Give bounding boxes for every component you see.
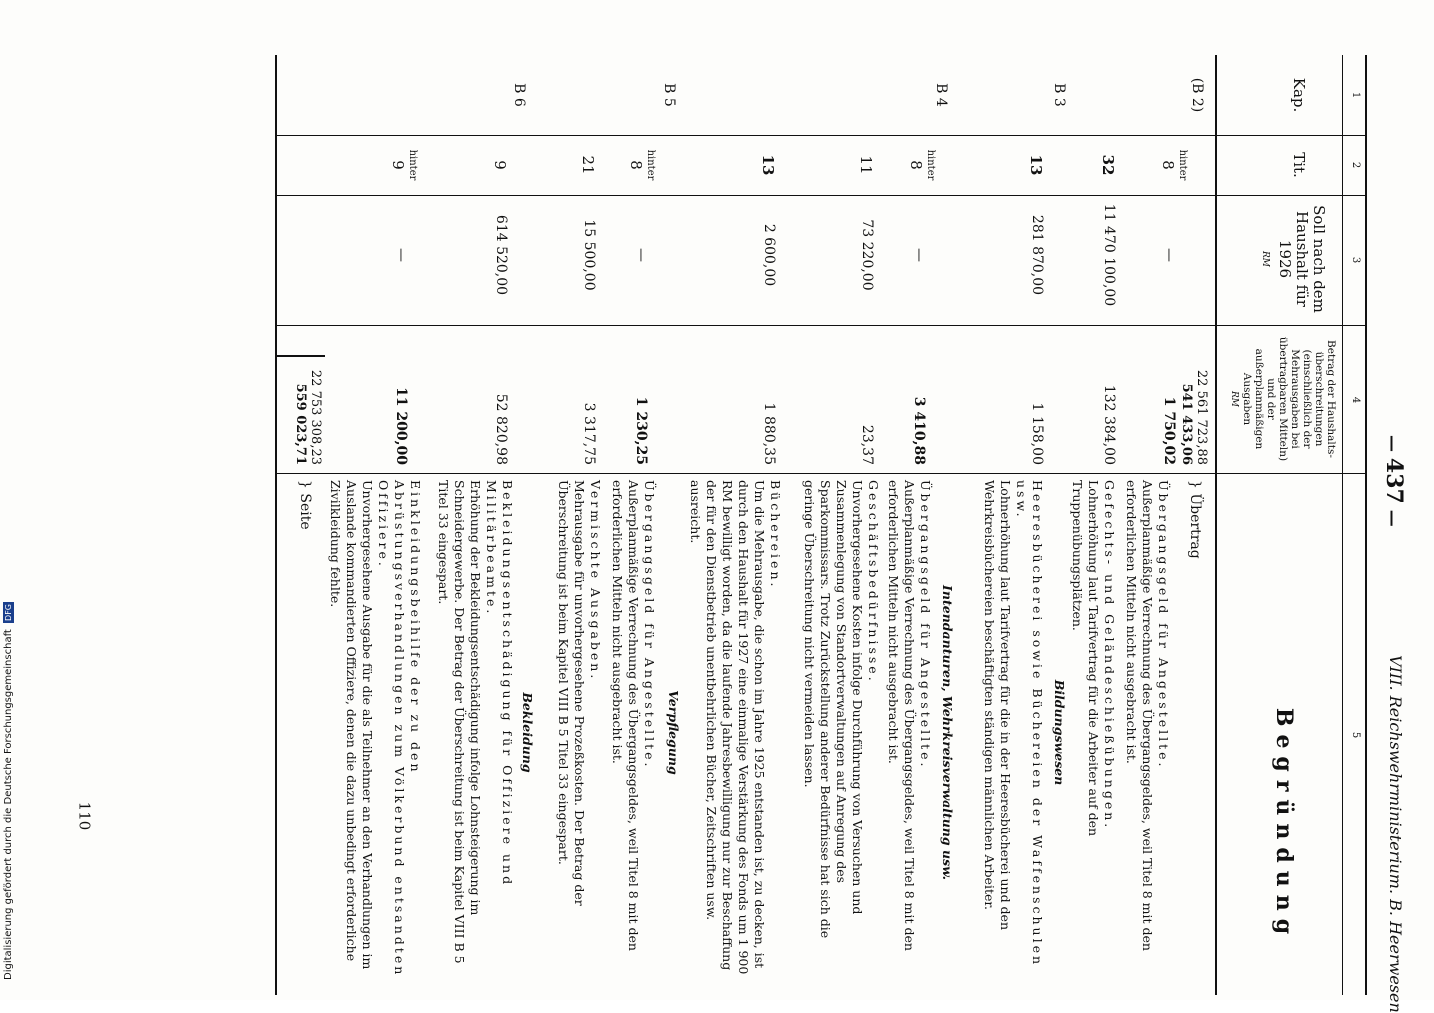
- row-soll: —: [633, 248, 649, 262]
- row-kap: (B 2): [1189, 77, 1205, 113]
- row-tit: hinter 8: [627, 149, 656, 181]
- carry-in-label: } Übertrag: [1187, 480, 1203, 559]
- row-text: Einkleidungsbeihilfe der zu den Abrüstungsverhandlungen zum Völkerbund entsandten Offiziere. Unvorhergesehene Ausgabe für die als Teilnehmer an den Verhandlungen im Auslande kommandierten Offiziere, denen die dazu unbedingt erforderliche Zivilkleidung fehlte.: [328, 480, 423, 978]
- row-tit: 13: [1027, 154, 1045, 176]
- col-number-4: 4: [1350, 396, 1361, 404]
- page-number-value: 437: [1381, 457, 1407, 504]
- row-text: Heeresbücherei sowie Büchereien der Waffenschulen usw. Lohnerhöhung laut Tarifvertrag für die in der Heeresbücherei und den Wehrkreisbüchereien beschäftigten ständigen männlichen Arbeiter.: [982, 480, 1045, 968]
- row-text: Bekleidungsentschädigung für Offiziere und Militärbeamte. Erhöhung der Bekleidungsentschädigung infolge Lohnsteigerung im Schneidergewerbe. Der Betrag der Überschreitung ist beim Kapitel VIII B 5 Titel 33 eingespart.: [436, 480, 515, 964]
- col-number-1: 1: [1350, 91, 1361, 99]
- rule-colnums: [1342, 55, 1343, 995]
- row-tit: hinter 8: [907, 149, 936, 181]
- col-number-5: 5: [1350, 731, 1361, 739]
- col-number-2: 2: [1350, 161, 1361, 169]
- sheet-number: 110: [75, 801, 94, 831]
- row-kap: B 3: [1051, 83, 1067, 107]
- carry-out-amounts: 22 753 308,23 559 023,71: [293, 369, 323, 465]
- rule-bottom: [275, 55, 277, 995]
- row-soll: —: [393, 248, 409, 262]
- row-betrag: 52 820,98: [493, 393, 509, 465]
- row-text: Geschäftsbedürfnisse. Unvorhergesehene Kosten infolge Durchführung von Versuchen und Zusammenlegung von Standortverwaltungen auf Anregung des Sparkommissars. Trotz Zurückstellung anderer Bedürfnisse hat sich die geringe Überschreitung nicht vermeiden lassen.: [802, 480, 881, 939]
- digitization-note: Digitalisierung gefördert durch die Deutsche Forschungsgemeinschaft DFG: [3, 604, 14, 980]
- row-betrag: 132 384,00: [1101, 384, 1117, 465]
- header-soll: Soll nach dem Haushalt für 1926 RM: [1260, 205, 1328, 313]
- row-soll: 2 600,00: [761, 223, 777, 287]
- page-number: — 437 —: [1381, 435, 1407, 527]
- section-heading: Verpflegung: [666, 690, 681, 775]
- row-soll: 11 470 100,00: [1101, 203, 1117, 307]
- row-soll: 15 500,00: [581, 219, 597, 291]
- header-begruendung: Begründung: [1271, 707, 1297, 943]
- carry-in-amounts: 22 561 723,88 541 433,06: [1179, 369, 1209, 465]
- row-betrag: 11 200,00: [393, 387, 409, 465]
- header-kap: Kap.: [1290, 77, 1308, 113]
- row-betrag: 3 410,88: [911, 396, 927, 465]
- row-kap: B 4: [933, 83, 949, 107]
- row-text: Vermischte Ausgaben. Mehrausgabe für unvorhergesehene Prozeßkosten. Der Betrag der Überschreitung ist beim Kapitel VIII B 5 Titel 33 eingespart.: [556, 480, 603, 906]
- row-soll: 281 870,00: [1029, 214, 1045, 296]
- section-heading: Bildungswesen: [1052, 679, 1067, 786]
- section-title: VIII. Reichswehrministerium. B. Heerwesen: [1386, 655, 1405, 1013]
- row-tit: 32: [1099, 154, 1117, 176]
- row-soll: 614 520,00: [493, 214, 509, 296]
- section-heading: Intendanturen, Wehrkreisverwaltung usw.: [940, 585, 955, 880]
- dfg-logo: DFG: [4, 604, 13, 621]
- carry-out-label: } Seite: [297, 480, 313, 530]
- row-tit: 9: [491, 160, 509, 170]
- col-divider-1: [277, 135, 1367, 136]
- row-betrag: 23,37: [859, 424, 875, 465]
- row-text: Gefechts- und Geländeschießübungen. Lohnerhöhung laut Tarifvertrag für die Arbeiter auf den Truppenübungsplätzen.: [1070, 480, 1117, 837]
- page-header: [1377, 55, 1407, 1013]
- row-soll: —: [1161, 248, 1177, 262]
- col-divider-4: [277, 473, 1367, 474]
- budget-table: [122, 55, 1367, 995]
- row-kap: B 5: [661, 83, 677, 107]
- row-betrag: 1 880,35: [761, 402, 777, 465]
- row-tit: 21: [579, 155, 597, 175]
- rule-top: [1365, 55, 1367, 995]
- row-tit: hinter 8: [1159, 149, 1188, 181]
- row-betrag: 1 230,25: [633, 396, 649, 465]
- header-betrag: Betrag der Haushalts-überschreitungen (einschließlich der Mehrausgaben bei übertragbaren Mitteln) und der außerplanmäßigen Ausgaben RM: [1229, 336, 1337, 462]
- row-text: Übergangsgeld für Angestellte. Außerplanmäßige Verrechnung des Übergangsgeldes, weil Titel 8 mit den erforderlichen Mitteln nicht ausgebracht ist.: [610, 480, 657, 951]
- row-soll: —: [911, 248, 927, 262]
- row-text: Übergangsgeld für Angestellte. Außerplanmäßige Verrechnung des Übergangsgeldes, weil Titel 8 mit den erforderlichen Mitteln nicht ausgebracht ist.: [886, 480, 933, 951]
- row-soll: 73 220,00: [859, 219, 875, 291]
- rotated-sheet: [85, 55, 1415, 1013]
- rule-header-bottom: [1215, 55, 1217, 995]
- row-tit: 13: [759, 154, 777, 176]
- col-number-3: 3: [1350, 256, 1361, 264]
- row-text: Übergangsgeld für Angestellte. Außerplanmäßige Verrechnung des Übergangsgeldes, weil Titel 8 mit den erforderlichen Mitteln nicht ausgebracht ist.: [1124, 480, 1171, 951]
- section-heading: Bekleidung: [520, 692, 535, 773]
- col-divider-2: [277, 195, 1367, 196]
- row-tit: 11: [857, 155, 875, 175]
- row-betrag: 1 158,00: [1029, 402, 1045, 465]
- row-tit: hinter 9: [389, 149, 418, 181]
- row-betrag: 3 317,75: [581, 402, 597, 465]
- header-tit: Tit.: [1290, 152, 1308, 178]
- row-kap: B 6: [511, 83, 527, 107]
- row-betrag: 1 750,02: [1161, 396, 1177, 465]
- row-text: Büchereien. Um die Mehrausgabe, die schon im Jahre 1925 entstanden ist, zu decken, ist durch den Haushalt für 1927 eine einmalige Verstärkung des Fonds um 1 900 RM bewilligt worden, da die laufende Jahresbewilligung nur zur Beschaffung der für den Dienstbetrieb unentbehrlichen Bücher, Zeitschriften usw. ausreicht.: [688, 480, 783, 975]
